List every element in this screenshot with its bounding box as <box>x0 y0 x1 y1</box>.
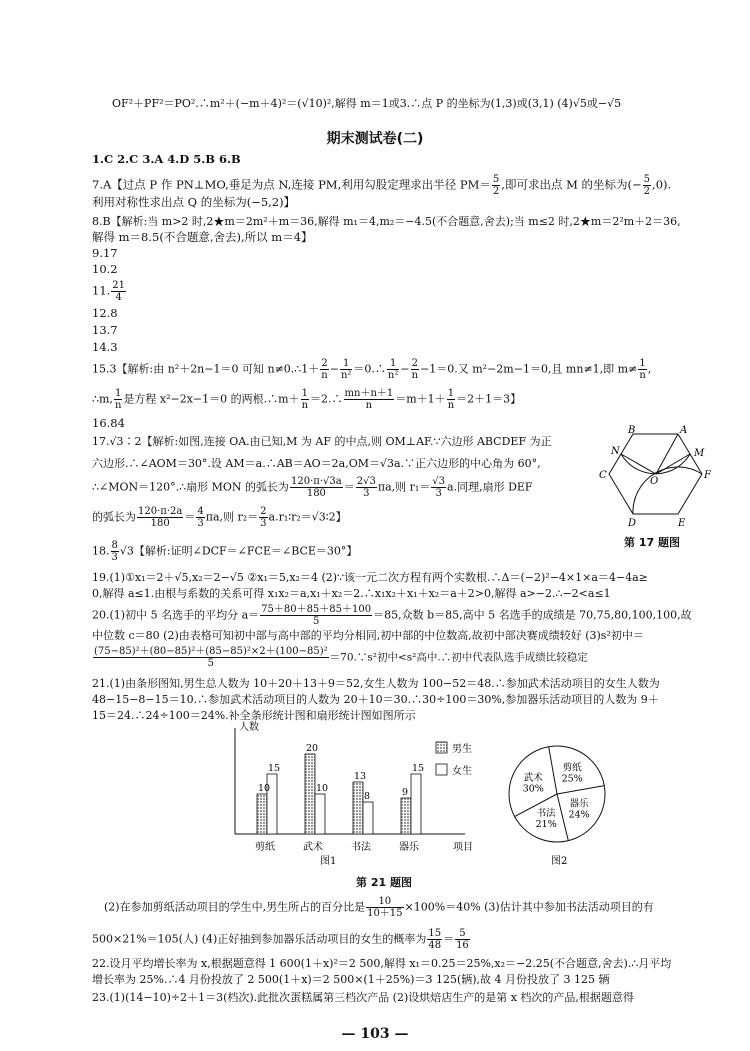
chart-title: 图2 <box>551 856 568 867</box>
label-n: N <box>611 446 620 457</box>
bar-value-label: 13 <box>354 771 367 782</box>
answer-line: 的弧长为 $\frac{120\cdot\pi\cdot 2a}{180}$ ＝ $\frac{4}{3}$ πa,则 r₂＝ $\frac{2}{3}$ a.r₁∶r₂＝√3∶2】 <box>92 506 347 529</box>
tick-label: 剪纸 <box>255 842 275 853</box>
y-axis-label: 人数 <box>239 722 259 733</box>
label-m: M <box>694 448 705 459</box>
bar-male <box>353 782 363 834</box>
pie-slice-percent: 25% <box>561 773 583 785</box>
label-f: F <box>704 470 711 481</box>
answer-line: 六边形.∴∠AOM＝30°.设 AM＝a.∴AB＝AO＝2a,OM＝√3a.∵正六边形的中心角为 60°, <box>92 457 541 470</box>
bar-value-label: 10 <box>316 783 329 794</box>
answer-line: 17.√3∶2【解析:如图,连接 OA.由已知,M 为 AF 的中点,则 OM⊥AF.∵六边形 ABCDEF 为正 <box>92 435 552 448</box>
legend-male-label: 男生 <box>452 744 472 755</box>
x-axis-label: 项目 <box>453 842 473 853</box>
answer-line: 10.2 <box>92 262 118 276</box>
bar-value-label: 10 <box>258 783 271 794</box>
legend-female-label: 女生 <box>452 766 472 777</box>
answer-line: 16.84 <box>92 416 125 430</box>
answer-line: 9.17 <box>92 246 118 260</box>
pie-slice-label: 书法 <box>536 808 556 820</box>
answer-line: 解得 m＝8.5(不合题意,舍去),所以 m＝4】 <box>92 230 313 244</box>
label-c: C <box>599 470 607 481</box>
fraction: $\frac{5}{2}$ <box>643 174 651 197</box>
answer-line: 7.A【过点 P 作 PN⊥MO,垂足为点 N,连接 PM,利用勾股定理求出半径 PM＝ $\frac{5}{2}$ ,即可求出点 M 的坐标为(− $\frac{5}{2}$ ,0). <box>92 174 672 197</box>
bar-value-label: 15 <box>412 763 425 774</box>
answer-line: ∴m, $\frac{1}{n}$ 是方程 x²−2x−1＝0 的两根.∴m＋ $\frac{1}{n}$ ＝2.∴ $\frac{mn+n+1}{n}$ ＝m＋1＋ $\frac{1}{n}$ ＝2＋1＝3】 <box>92 388 522 411</box>
tick-label: 武术 <box>303 842 323 853</box>
answer-line: $\frac{\text{(75−85)²＋(80−85)²＋(85−85)²×2＋(100−85)²}}{5}$ ＝70.∵s²初中<s²高中.∴初中代表队选手成绩比较稳定 <box>94 646 588 669</box>
bar-male <box>257 794 267 834</box>
pie-slice-label: 器乐 <box>569 798 589 810</box>
answer-line: 22.设月平均增长率为 x,根据题意得 1 600(1＋x)²＝2 500,解得 x₁＝0.25＝25%,x₂＝−2.25(不合题意,舍去).∴月平均 <box>92 957 672 970</box>
label-b: B <box>628 425 636 436</box>
answer-line: 1.C 2.C 3.A 4.D 5.B 6.B <box>92 152 241 166</box>
answer-line: 利用对称性求出点 Q 的坐标为(−5,2)】 <box>92 195 296 209</box>
bar-female <box>315 794 325 834</box>
bar-chart <box>200 720 500 870</box>
answer-line: 增长率为 25%.∴4 月份投放了 2 500(1＋x)＝2 500×(1＋25%)＝3 125(辆),故 4 月份投放了 3 125 辆 <box>92 973 610 986</box>
answer-line: 0,解得 a≤1.由根与系数的关系可得 x₁x₂＝a,x₁＋x₂＝2.∴x₁x₂＋x₁＋x₂＝a＋2>0,解得 a>−2.∴−2<a≤1 <box>92 587 611 600</box>
page-number: — 103 — <box>341 1026 409 1042</box>
answer-line: 12.8 <box>92 306 118 320</box>
bar-male <box>305 754 315 834</box>
bar-value-label: 9 <box>402 787 409 798</box>
figure-17-caption: 第 17 题图 <box>624 536 680 549</box>
answer-line: 21.(1)由条形图知,男生总人数为 10＋20＋13＋9＝52,女生人数为 100−52＝48.∴参加武术活动项目的女生人数为 <box>92 677 660 690</box>
label-o: O <box>650 476 659 487</box>
answer-line: (2)在参加剪纸活动项目的学生中,男生所占的百分比是 $\frac{10}{10+15}$ ×100%＝40% (3)估计其中参加书法活动项目的有 <box>104 896 654 919</box>
bar-value-label: 8 <box>364 791 371 802</box>
sector-mon <box>621 454 690 474</box>
bar-female <box>363 802 373 834</box>
pie-slice-percent: 30% <box>522 783 544 795</box>
page-title: 期末测试卷(二) <box>326 131 424 147</box>
bar-female <box>411 774 421 834</box>
answer-line: 15.3【解析:由 n²＋2n−1＝0 可知 n≠0.∴1＋ $\frac{2}{n}$ − $\frac{1}{\text{n²}}$ ＝0.∴ $\frac{1}{\text{n²}}$ − $\frac{2}{n}$ −1＝0.又 m²−2m−1＝0,且 mn≠1,即 m≠ $\frac{1}{n}$ , <box>92 358 652 381</box>
answer-line: 13.7 <box>92 323 118 337</box>
answer-line: 19.(1)①x₁＝2＋√5,x₂＝2−√5 ②x₁＝5,x₂＝4 (2)∵该一元二次方程有两个实数根.∴Δ＝(−2)²−4×1×a＝4−4a≥ <box>92 571 648 584</box>
answer-line: 23.(1)(14−10)÷2＋1＝3(档次).此批次蛋糕属第三档次产品 (2)设烘焙店生产的是第 x 档次的产品,根据题意得 <box>92 991 634 1004</box>
figure-17-hexagon <box>596 424 716 542</box>
pie-slice-percent: 24% <box>568 809 590 821</box>
answer-line: 11. $\frac{21}{4}$ <box>92 280 126 303</box>
arc-mn <box>621 454 690 474</box>
answer-line: ∴∠MON＝120°.∴扇形 MON 的弧长为 $\frac{120\cdot\pi\cdot√3a}{180}$ ＝ $\frac{2√3}{3}$ πa,则 r₁＝ $\frac{√3}{3}$ a.同理,扇形 DEF <box>92 476 533 499</box>
answer-line: 48−15−8−15＝10.∴参加武术活动项目的人数为 20＋10＝30.∴30÷100＝30%,参加器乐活动项目的人数为 9＋ <box>92 693 659 706</box>
pie-slice-label: 剪纸 <box>562 762 582 774</box>
answer-line: 20.(1)初中 5 名选手的平均分 a＝ $\frac{75+80+85+85+100}{5}$ ＝85,众数 b＝85,高中 5 名选手的成绩是 70,75,80,100,100,故 <box>92 604 692 627</box>
bar-value-label: 20 <box>306 743 319 754</box>
tick-label: 书法 <box>351 842 371 853</box>
label-d: D <box>628 518 637 529</box>
tick-label: 器乐 <box>399 842 419 853</box>
pie-slice-percent: 21% <box>535 819 557 831</box>
legend-female-swatch <box>436 764 447 775</box>
label-e: E <box>678 518 686 529</box>
answer-line: 中位数 c＝80 (2)由表格可知初中部与高中部的平均分相同,初中部的中位数高,故初中部决赛成绩较好 (3)s²初中＝ <box>92 629 644 642</box>
bar-male <box>401 798 411 834</box>
pie-chart <box>495 740 625 868</box>
fraction: $\frac{21}{4}$ <box>112 280 126 303</box>
answer-line: 500×21%＝105(人) (4)正好抽到参加器乐活动项目的女生的概率为 $\frac{15}{48}$ ＝ $\frac{5}{16}$ <box>92 928 469 951</box>
answer-line: 15＝24.∴24÷100＝24%.补全条形统计图和扇形统计图如图所示 <box>92 709 416 722</box>
label-a: A <box>680 425 688 436</box>
figure-21-caption: 第 21 题图 <box>356 876 412 889</box>
fraction: $\frac{5}{2}$ <box>492 174 500 197</box>
pie-slice-label: 武术 <box>523 772 543 784</box>
chart-title: 图1 <box>320 856 337 867</box>
answer-line: 14.3 <box>92 340 118 354</box>
bar-value-label: 15 <box>268 763 281 774</box>
answer-line: 8.B【解析:当 m>2 时,2★m＝2m²＋m＝36,解得 m₁＝4,m₂＝−4.5(不合题意,舍去);当 m≤2 时,2★m＝2²m＋2＝36, <box>92 215 681 228</box>
text-line: OF²＋PF²＝PO².∴m²＋(−m＋4)²＝(√10)²,解得 m＝1或3.∴点 P 的坐标为(1,3)或(3,1) (4)√5或−√5 <box>112 97 622 110</box>
legend-male-swatch <box>436 742 447 753</box>
answer-line: 18. $\frac{8}{3}$ √3【解析:证明∠DCF＝∠FCE＝∠BCE＝30°】 <box>92 540 358 563</box>
